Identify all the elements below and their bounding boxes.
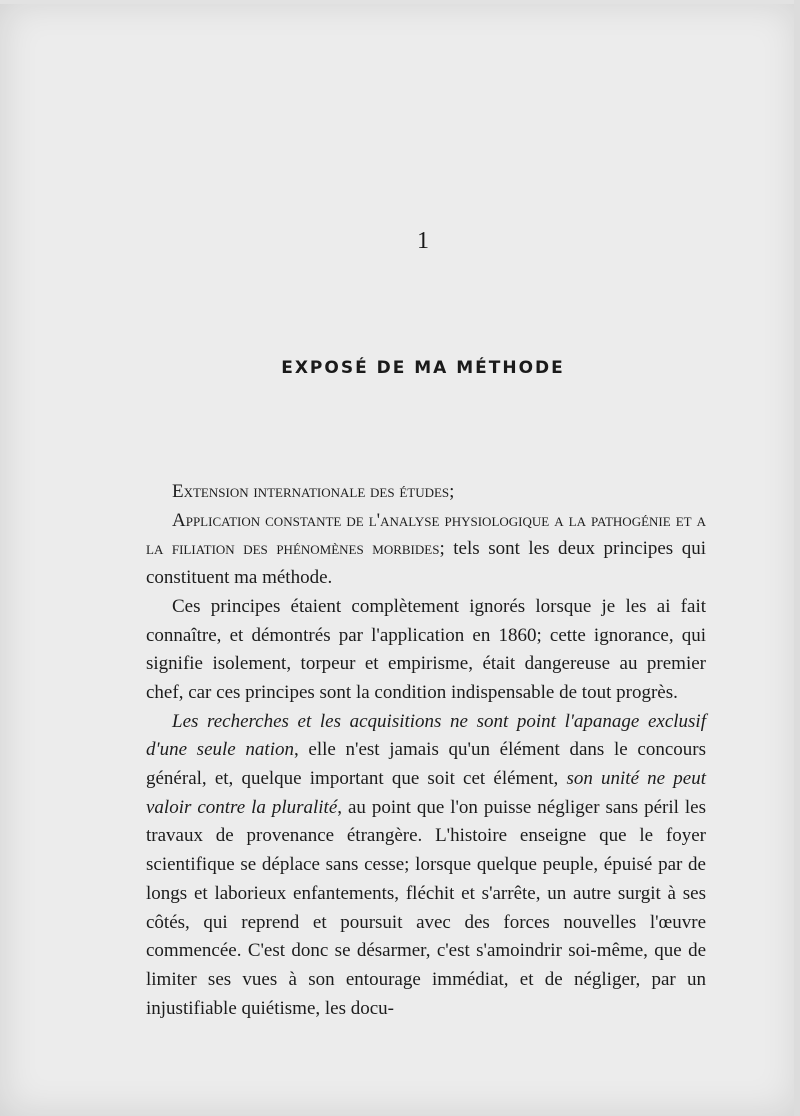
paragraph-4-text-1: , elle n'est jamais qu'un élément dans le concours général, et, quelque important que soit cet élément, [146, 739, 706, 790]
paragraph-3: Ces principes étaient complètement ignorés lorsque je les ai fait connaître, et démontrés par l'application en 1860; cette ignorance, qui signifie isolement, torpeur et empirisme, était dangereuse au premier chef, car ces principes sont la condition indispensable de tout progrès. [146, 595, 706, 703]
paragraph-2 [146, 507, 706, 593]
principle-1: Extension internationale des études; [172, 481, 455, 502]
chapter-title: EXPOSÉ DE MA MÉTHODE [281, 358, 565, 378]
paragraph-4-text-2: , au point que l'on puisse négliger sans péril les travaux de provenance étrangère. L'histoire enseigne que le foyer scientifique se déplace sans cesse; lorsque quelque peuple, épuisé par de longs et laborieux enfantements, fléchit et s'arrête, un autre surgit à ses côtés, qui reprend et poursuit avec des forces nouvelles l'œuvre commencée. C'est donc se désarmer, c'est s'amoindrir soi-même, que de limiter ses vues à son entourage immédiat, et de négliger, par un injustifiable quiétisme, les docu- [146, 796, 706, 1019]
paragraph-4-italic-2: son unité ne peut valoir contre la pluralité [146, 768, 707, 818]
page-edge-top [0, 0, 800, 4]
body-text [146, 478, 706, 1023]
page-edge-right [794, 0, 800, 1116]
principle-2: Application constante de l'analyse physiologique a la pathogénie et a la filiation des phénomènes morbides [146, 509, 706, 560]
paragraph-4-italic-1: Les recherches et les acquisitions ne sont point l'apanage exclusif d'une seule nation [146, 710, 706, 761]
paragraph-4 [146, 708, 706, 1024]
paragraph-2-rest: ; tels sont les deux principes qui constituent ma méthode. [146, 538, 706, 589]
paragraph-1 [146, 478, 706, 507]
chapter-number: 1 [417, 228, 429, 254]
